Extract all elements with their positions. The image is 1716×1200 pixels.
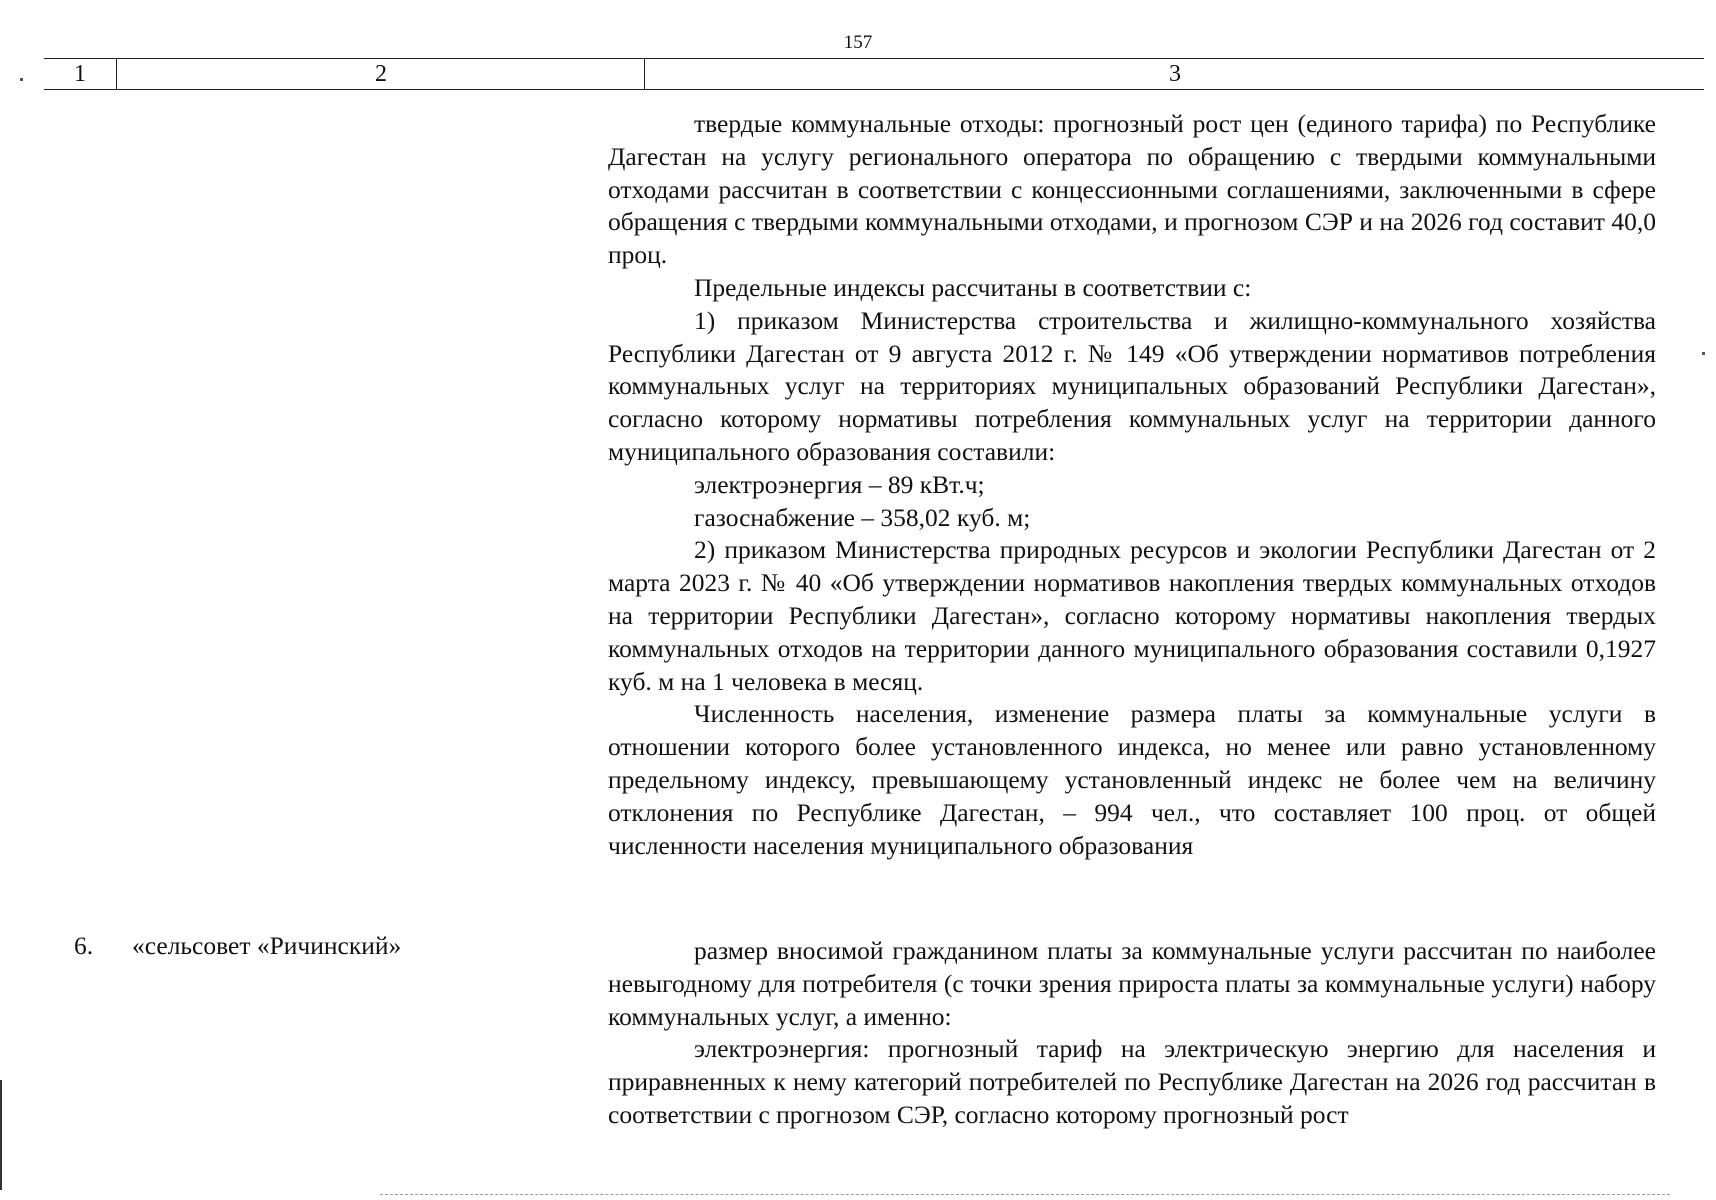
bottom-rule [380, 1194, 1670, 1195]
paragraph: твердые коммунальные отходы: прогнозный рост цен (единого тарифа) по Республике Дагестан на услугу регионального оператора по обращению с твердыми коммунальными отходами рассчитан в соответствии с концессионными соглашениями, заключенными в сфере обращения с твердыми коммунальными отходами, и прогнозом СЭР и на 2026 год составит 40,0 проц. [608, 109, 1656, 270]
paragraph: электроэнергия – 89 кВт.ч; [694, 469, 985, 499]
table-header-row [44, 58, 1704, 90]
paragraph: 2) приказом Министерства природных ресурсов и экологии Республики Дагестан от 2 марта 2023 г. № 40 «Об утверждении нормативов накопления твердых коммунальных отходов на территории Республики Дагестан», согласно которому нормативы накопления твердых коммунальных отходов на территории данного муниципального образования составили 0,1927 куб. м на 1 человека в месяц. [608, 535, 1656, 696]
column-header-3: 3 [644, 59, 1705, 89]
paragraph: электроэнергия: прогнозный тариф на электрическую энергию для населения и приравненных к нему категорий потребителей по Республике Дагестан на 2026 год рассчитан в соответствии с прогнозом СЭР, согласно которому прогнозный рост [608, 1034, 1656, 1129]
paragraph: газоснабжение – 358,02 куб. м; [694, 502, 1031, 532]
page-number: 157 [843, 32, 873, 53]
scan-edge-mark [0, 1080, 2, 1190]
paragraph: 1) приказом Министерства строительства и жилищно-коммунального хозяйства Республики Дагестан от 9 августа 2012 г. № 149 «Об утверждении нормативов потребления коммунальных услуг на территориях муниципальных образований Республики Дагестан», согласно которому нормативы потребления коммунальных услуг на территории данного муниципального образования составили: [608, 305, 1656, 466]
paragraph: Предельные индексы рассчитаны в соответствии с: [694, 272, 1252, 302]
row-5-description [608, 108, 1656, 862]
paragraph: размер вносимой гражданином платы за коммунальные услуги рассчитан по наиболее невыгодному для потребителя (с точки зрения прироста платы за коммунальные услуги) набору коммунальных услуг, а именно: [608, 936, 1656, 1031]
column-header-2: 2 [116, 59, 645, 89]
paragraph: Численность населения, изменение размера платы за коммунальные услуги в отношении которого более установленного индекса, но менее или равно установленному предельному индексу, превышающему установленный индекс не более чем на величину отклонения по Республике Дагестан, – 994 чел., что составляет 100 проц. от общей численности населения муниципального образования [608, 699, 1656, 860]
row-6-description [608, 935, 1656, 1132]
scan-speck [20, 78, 23, 81]
municipality-name: «сельсовет «Ричинский» [132, 931, 402, 960]
scan-speck [1702, 352, 1705, 355]
row-number: 6. [74, 931, 94, 960]
column-header-1: 1 [74, 61, 86, 87]
